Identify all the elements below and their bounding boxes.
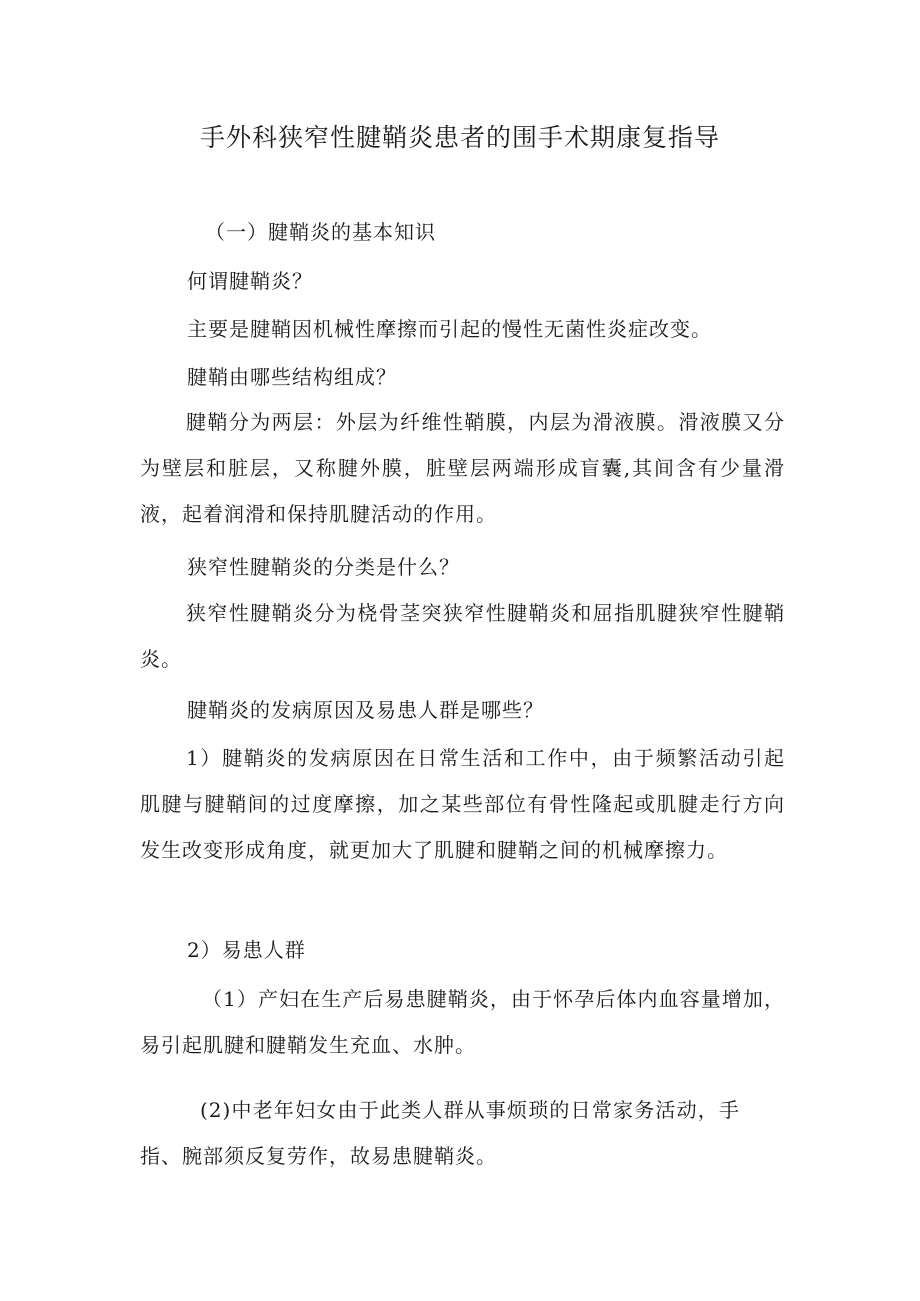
answer-paragraph: 1）腱鞘炎的发病原因在日常生活和工作中，由于频繁活动引起肌腱与腱鞘间的过度摩擦，加之某些部位有骨性隆起或肌腱走行方向发生改变形成角度，就更加大了肌腱和腱鞘之间的机械摩擦力。 (140, 746, 785, 862)
document-title: 手外科狭窄性腱鞘炎患者的围手术期康复指导 (199, 123, 720, 152)
answer-paragraph: 狭窄性腱鞘炎分为桡骨茎突狭窄性腱鞘炎和屈指肌腱狭窄性腱鞘炎。 (140, 601, 785, 671)
question-text: 何谓腱鞘炎？ (187, 269, 313, 293)
question-text: 狭窄性腱鞘炎的分类是什么？ (187, 555, 460, 579)
list-item: (2)中老年妇女由于此类人群从事烦琐的日常家务活动，手指、腕部须反复劳作，故易患腱鞘炎。 (140, 1098, 740, 1168)
question-text: 腱鞘由哪些结构组成？ (187, 365, 397, 389)
question-text: 腱鞘炎的发病原因及易患人群是哪些？ (187, 698, 544, 722)
answer-paragraph: 主要是腱鞘因机械性摩擦而引起的慢性无菌性炎症改变。 (187, 317, 712, 341)
section-heading: （一）腱鞘炎的基本知识 (205, 220, 436, 244)
list-item: （1）产妇在生产后易患腱鞘炎，由于怀孕后体内血容量增加，易引起肌腱和腱鞘发生充血、水肿。 (140, 987, 785, 1057)
list-item: 2）易患人群 (187, 938, 306, 962)
answer-paragraph: 腱鞘分为两层：外层为纤维性鞘膜，内层为滑液膜。滑液膜又分为壁层和脏层，又称腱外膜，脏壁层两端形成盲囊,其间含有少量滑液，起着润滑和保持肌腱活动的作用。 (140, 410, 785, 526)
